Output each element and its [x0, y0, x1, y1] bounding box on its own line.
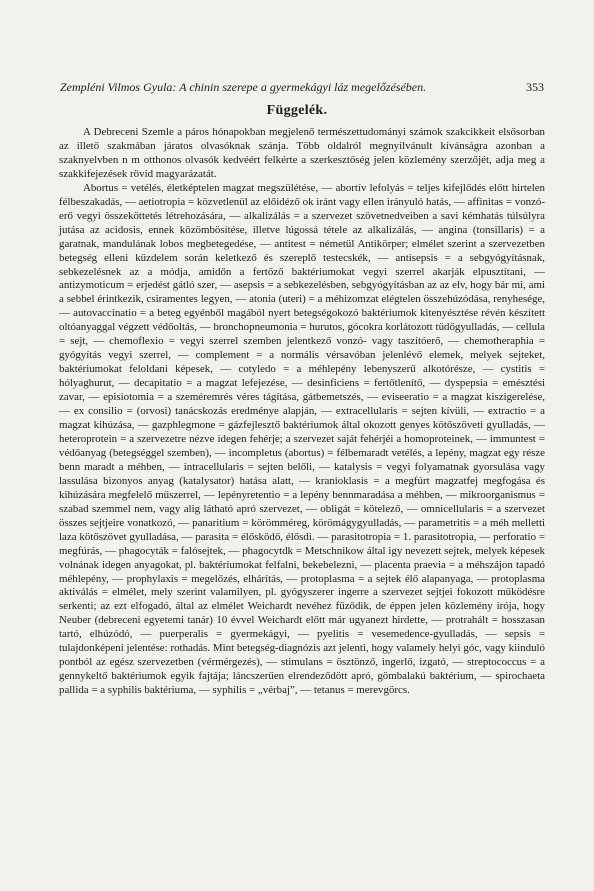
- section-title: Függelék.: [266, 103, 328, 118]
- glossary-paragraph: Abortus = vetélés, életképtelen magzat megszülétése, — abortív lefolyás = teljes kifejlődés előtt hirtelen félbeszakadás, — aetiotropia = közvetlenül az előidéző ok iránt vagy ellen irányuló hatás, — affinitas = vonzó-erő vegyi összeköttetés létrehozására, — alkalizálás = a szervezet szövetnedveiben a savi kémhatás túlsúlyra jutása az acidosis, ennek közömbösítése, illetve lúgossá tétele az alkalizálás, — angina (tonsillaris) = a garatnak, mandulának lobos megbetegedése, — antitest = németül Antikörper; elmélet szerint a szervezetben betegség elleni küzdelem során keletkező és szereplő testecskék, — antisepsis = a sebgyógyításnak, sebkezelésnek az a módja, amidőn a fertőző baktériumokat vegyi szerrel akarják elpusztítani, — antizymoticum = erjedést gátló szer, — asepsis = a sebkezelésben, sebgyógyításban az az elv, hogy bár mi, ami a sebbel érintkezik, csiramentes legyen, — atonia (uteri) = a méhizomzat elégtelen összehúzódása, renyhesége, — autovaccinatio = a beteg egyénből magából nyert betegségokozó baktériumok kitenyésztése révén készített oltóanyaggal végzett védőoltás, — bronchopneumonia = hurutos, gócokra korlátozott tüdőgyulladás, — cellula = sejt, — chemoflexio = vegyi szerrel szemben jelentkező vonzó- vagy taszítóerő, — chemotheraphia = gyógyítás vegyi szerrel, — complement = a normális vérsavóban jelenlévő elemek, melyek sejteket, baktériumokat feloldani képesek, — cotyledo = a méhlepény lebenyszerű alkotórésze, — cystitis = hólyaghurut, — decapitatio = a magzat lefejezése, — desinficiens = fertőtlenítő, — dyspepsia = emésztési zavar, — episiotomia = a szeméremrés véres tágítása, gátbemetszés, — eviseeratio = a magzat kiszigerelése, — ex consilio = (orvosi) tanácskozás eredménye alapján, — extracellularis = sejten kívüli, — extractio = a magzat kihúzása, — gazphlegmone = gázfejlesztő baktériumok által okozott genyes kötőszöveti gyulladás, — heteroprotein = a szervezetre nézve idegen fehérje; a szervezet saját fehérjéi a homoproteinek, — immuntest = védőanyag (betegséggel szemben), — incompletus (abortus) = félbemaradt vetélés, a lepény, magzat egy része benn maradt a méhben, — intracellularis = sejten belőli, — katalysis = vegyi folyamatnak gyorsulása vagy lassulása bizonyos anyag (katalysator) hatása alatt, — kranioklasis = a megfúrt magzatfej megfogása és kihúzására megfelelő műszerrel, — lepényretentio = a lepény bennmaradása a méhben, — mikroorganismus = szabad szemmel nem, vagy alig látható apró szervezet, — obligát = kötelező, — omnicellularis = a szervezet összes sejtjeire vonatkozó, — panaritium = körömméreg, körömágygyulladás, — parametritis = a méh melletti laza kötőszövet gyulladása, — parasita = élősködő, élősdi. — parasitotropia = 1. parasitotropia, — perforatio = megfúrás, — phagocyták = falósejtek, — phagocytdk = Metschnikow által igy nevezett sejtek, melyek képesek volnának idegen anyagokat, pl. baktériumokat felfalni, bekebelezni, — placenta praevia = a méhszájon tapadó méhlepény, — prophylaxis = megelőzés, elhárítás, — protoplasma = a sejtek élő alapanyaga, — protoplasma aktiválás = elmélet, mely szerint valamilyen, pl. gyógyszerer ingerre a szervezet sejtjei fokozott működésre serkenti; az ezt elfogadó, által az elmélet Weichardt nevéhez fűződik, de éppen jelen közlemény írója, hogy Neuber (debreceni egyetemi tanár) 10 évvel Weichardt előtt már ugyanezt hirdette, — protrahált = hosszasan tartó, elhúzódó, — puerperalis = gyermekágyi, — pyelitis = vesemedence-gyulladás, — sepsis = tulajdonképeni jelentése: rothadás. Mint betegség-diagnózis azt jelenti, hogy valamely helyi góc, vagy kiinduló pontból az egész szervezetben (vérmérgezés), — stimulans = ösztönző, ingerlő, izgató, — streptococcus = a gennykeltő baktériumok egyik fajtája; láncszerűen elrendeződött apró, gömbalakú baktérium, — spirochaeta pallida = a syphilis baktériuma, — syphilis = „vérbaj”, — tetanus = merevgörcs.: [59, 181, 545, 697]
- running-title: Zempléni Vilmos Gyula: A chinin szerepe a gyermekágyi láz megelőzésében.: [60, 80, 427, 94]
- intro-paragraph: A Debreceni Szemle a páros hónapokban megjelenő természettudományi számok szakcikkeit elsősorban az illető szakmában járatos olvasóknak szánja. Több oldalról megnyilvánult kívánságra azonban a szaknyelvben n m otthonos olvasók kedvéért felkérte a szerkesztőség jelen közlemény szerzőjét, adja meg a szakkifejezések rövid magyarázatát.: [59, 126, 545, 180]
- page-number: 353: [526, 80, 544, 94]
- running-header: [60, 80, 544, 94]
- body-text: [59, 126, 545, 698]
